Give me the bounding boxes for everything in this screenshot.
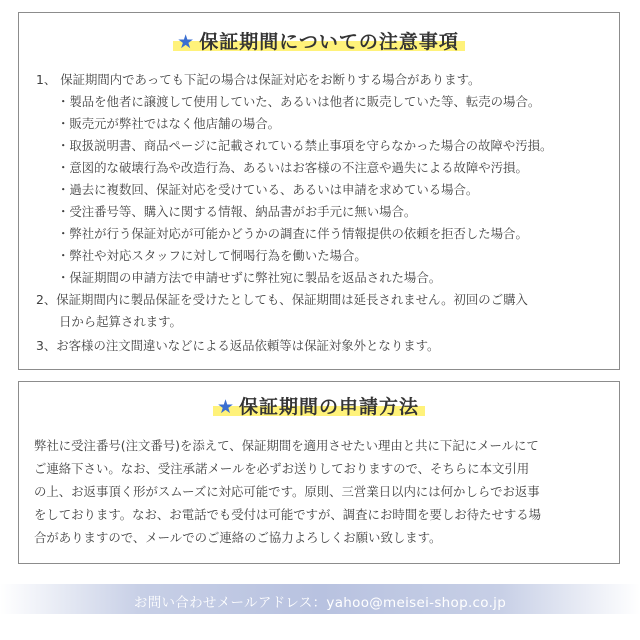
warranty-notes-panel xyxy=(18,12,620,370)
star-icon: ★ xyxy=(216,396,236,418)
application-method-panel xyxy=(18,381,620,564)
note-item-2: 2、保証期間内に製品保証を受けたとしても、保証期間は延長されません。初回のご購入 xyxy=(36,292,528,307)
note-bullet: ・保証期間の申請方法で申請せずに弊社宛に製品を返品された場合。 xyxy=(57,270,442,285)
application-text-line: をしております。なお、お電話でも受付は可能ですが、調査にお時間を要しお待たせする場 xyxy=(34,507,542,522)
application-method-title: 保証期間の申請方法 xyxy=(239,396,420,418)
note-item-2-continued: 日から起算されます。 xyxy=(59,314,182,329)
note-bullet: ・取扱説明書、商品ページに記載されている禁止事項を守らなかった場合の故障や汚損。 xyxy=(57,138,553,153)
note-bullet: ・過去に複数回、保証対応を受けている、あるいは申請を求めている場合。 xyxy=(57,182,479,197)
contact-email-banner xyxy=(0,584,640,614)
note-bullet: ・製品を他者に譲渡して使用していた、あるいは他者に販売していた等、転売の場合。 xyxy=(57,94,541,109)
warranty-notes-title: 保証期間についての注意事項 xyxy=(199,31,459,53)
note-item-3: 3、お客様の注文間違いなどによる返品依頼等は保証対象外となります。 xyxy=(36,338,440,353)
application-text-line: 合がありますので、メールでのご連絡のご協力よろしくお願い致します。 xyxy=(34,530,442,545)
note-bullet: ・弊社や対応スタッフに対して恫喝行為を働いた場合。 xyxy=(57,248,367,263)
contact-email-text: お問い合わせメールアドレス：yahoo@meisei-shop.co.jp xyxy=(133,595,507,611)
warranty-notes-heading xyxy=(19,31,619,53)
note-bullet: ・意図的な破壊行為や改造行為、あるいはお客様の不注意や過失による故障や汚損。 xyxy=(57,160,528,175)
application-text-line: の上、お返事頂く形がスムーズに対応可能です。原則、三営業日以内には何かしらでお返事 xyxy=(34,484,540,499)
note-bullet: ・受注番号等、購入に関する情報、納品書がお手元に無い場合。 xyxy=(57,204,417,219)
note-item-1: 1、 保証期間内であっても下記の場合は保証対応をお断りする場合があります。 xyxy=(36,72,481,87)
star-icon: ★ xyxy=(177,31,196,53)
application-text-line: 弊社に受注番号(注文番号)を添えて、保証期間を適用させたい理由と共に下記にメールにて xyxy=(34,438,539,453)
note-bullet: ・弊社が行う保証対応が可能かどうかの調査に伴う情報提供の依頼を拒否した場合。 xyxy=(57,226,528,241)
application-text-line: ご連絡下さい。なお、受注承諾メールを必ずお送りしておりますので、そちらに本文引用 xyxy=(34,461,530,476)
application-method-heading xyxy=(19,396,619,418)
note-bullet: ・販売元が弊社ではなく他店舗の場合。 xyxy=(57,116,281,131)
